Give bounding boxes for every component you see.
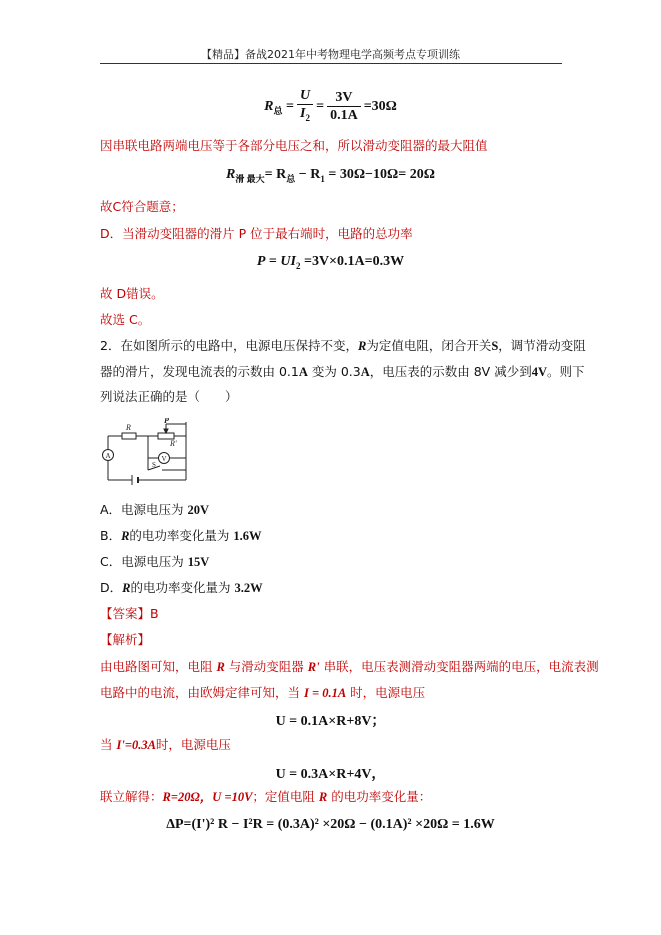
equation-power-change: ΔP=(I')² R − I²R = (0.3A)² ×20Ω − (0.1A)² ×20Ω = 1.6W [166,817,495,832]
label-s: S [152,461,156,469]
text-series-voltage: 因串联电路两端电压等于各部分电压之和，所以滑动变阻器的最大阻值 [100,138,488,153]
label-p: P [164,418,169,425]
option-d: D．R的电功率变化量为 3.2W [100,580,263,595]
label-r-prime: R' [170,439,177,448]
question-2-line-3: 列说法正确的是（ ） [100,389,238,404]
header-rule [100,63,562,64]
text-choose-c: 故选 C。 [100,312,151,327]
equation-voltage-1: U = 0.1A×R+8V； [275,714,386,729]
text-c-correct: 故C符合题意； [100,199,184,214]
equation-max-resistance: $R_{滑 最大}= R_总 - R_1 = 30\Omega-10\Omega= 20\Omega$ [226,167,435,184]
equation-total-resistance: $R_总$ = $\frac{U}{I_2}$ = $\frac{3V}{0.1A}$ =30Ω [264,88,397,124]
text-d-lead: D．当滑动变阻器的滑片 P 位于最右端时，电路的总功率 [100,226,413,241]
slider-arrow [164,424,186,433]
label-a: A [105,452,111,460]
resistor-r [122,433,136,439]
solution-line-3: 当 I'=0.3A时，电源电压 [100,737,231,752]
circuit-diagram [98,418,222,488]
page-header: 【精品】备战2021年中考物理电学高频考点专项训练 [201,48,460,61]
option-c: C．电源电压为 15V [100,554,210,569]
solution-line-4: 联立解得：R=20Ω，U =10V；定值电阻 R 的电功率变化量： [100,789,432,804]
question-2-line-2: 器的滑片，发现电流表的示数由 0.1A 变为 0.3A，电压表的示数由 8V 减少到4V。则下 [100,364,585,379]
option-b: B．R的电功率变化量为 1.6W [100,528,262,543]
question-2-line-1: 2．在如图所示的电路中，电源电压保持不变，R为定值电阻，闭合开关S，调节滑动变阻 [100,338,586,353]
solution-line-1: 由电路图可知，电阻 R 与滑动变阻器 R' 串联，电压表测滑动变阻器两端的电压，电流表测 [100,659,599,674]
equation-total-power: $P = UI_2 =3V\times 0.1A=0.3W$ [256,254,405,271]
solution-line-2: 电路中的电流，由欧姆定律可知，当 I = 0.1A 时，电源电压 [100,685,426,700]
analysis-label: 【解析】 [100,632,151,647]
text-d-wrong: 故 D错误。 [100,286,164,301]
label-r: R [126,423,131,432]
answer: 【答案】B [100,606,159,621]
label-v: V [161,455,167,463]
equation-voltage-2: U = 0.3A×R+4V， [275,767,386,782]
option-a: A．电源电压为 20V [100,502,210,517]
